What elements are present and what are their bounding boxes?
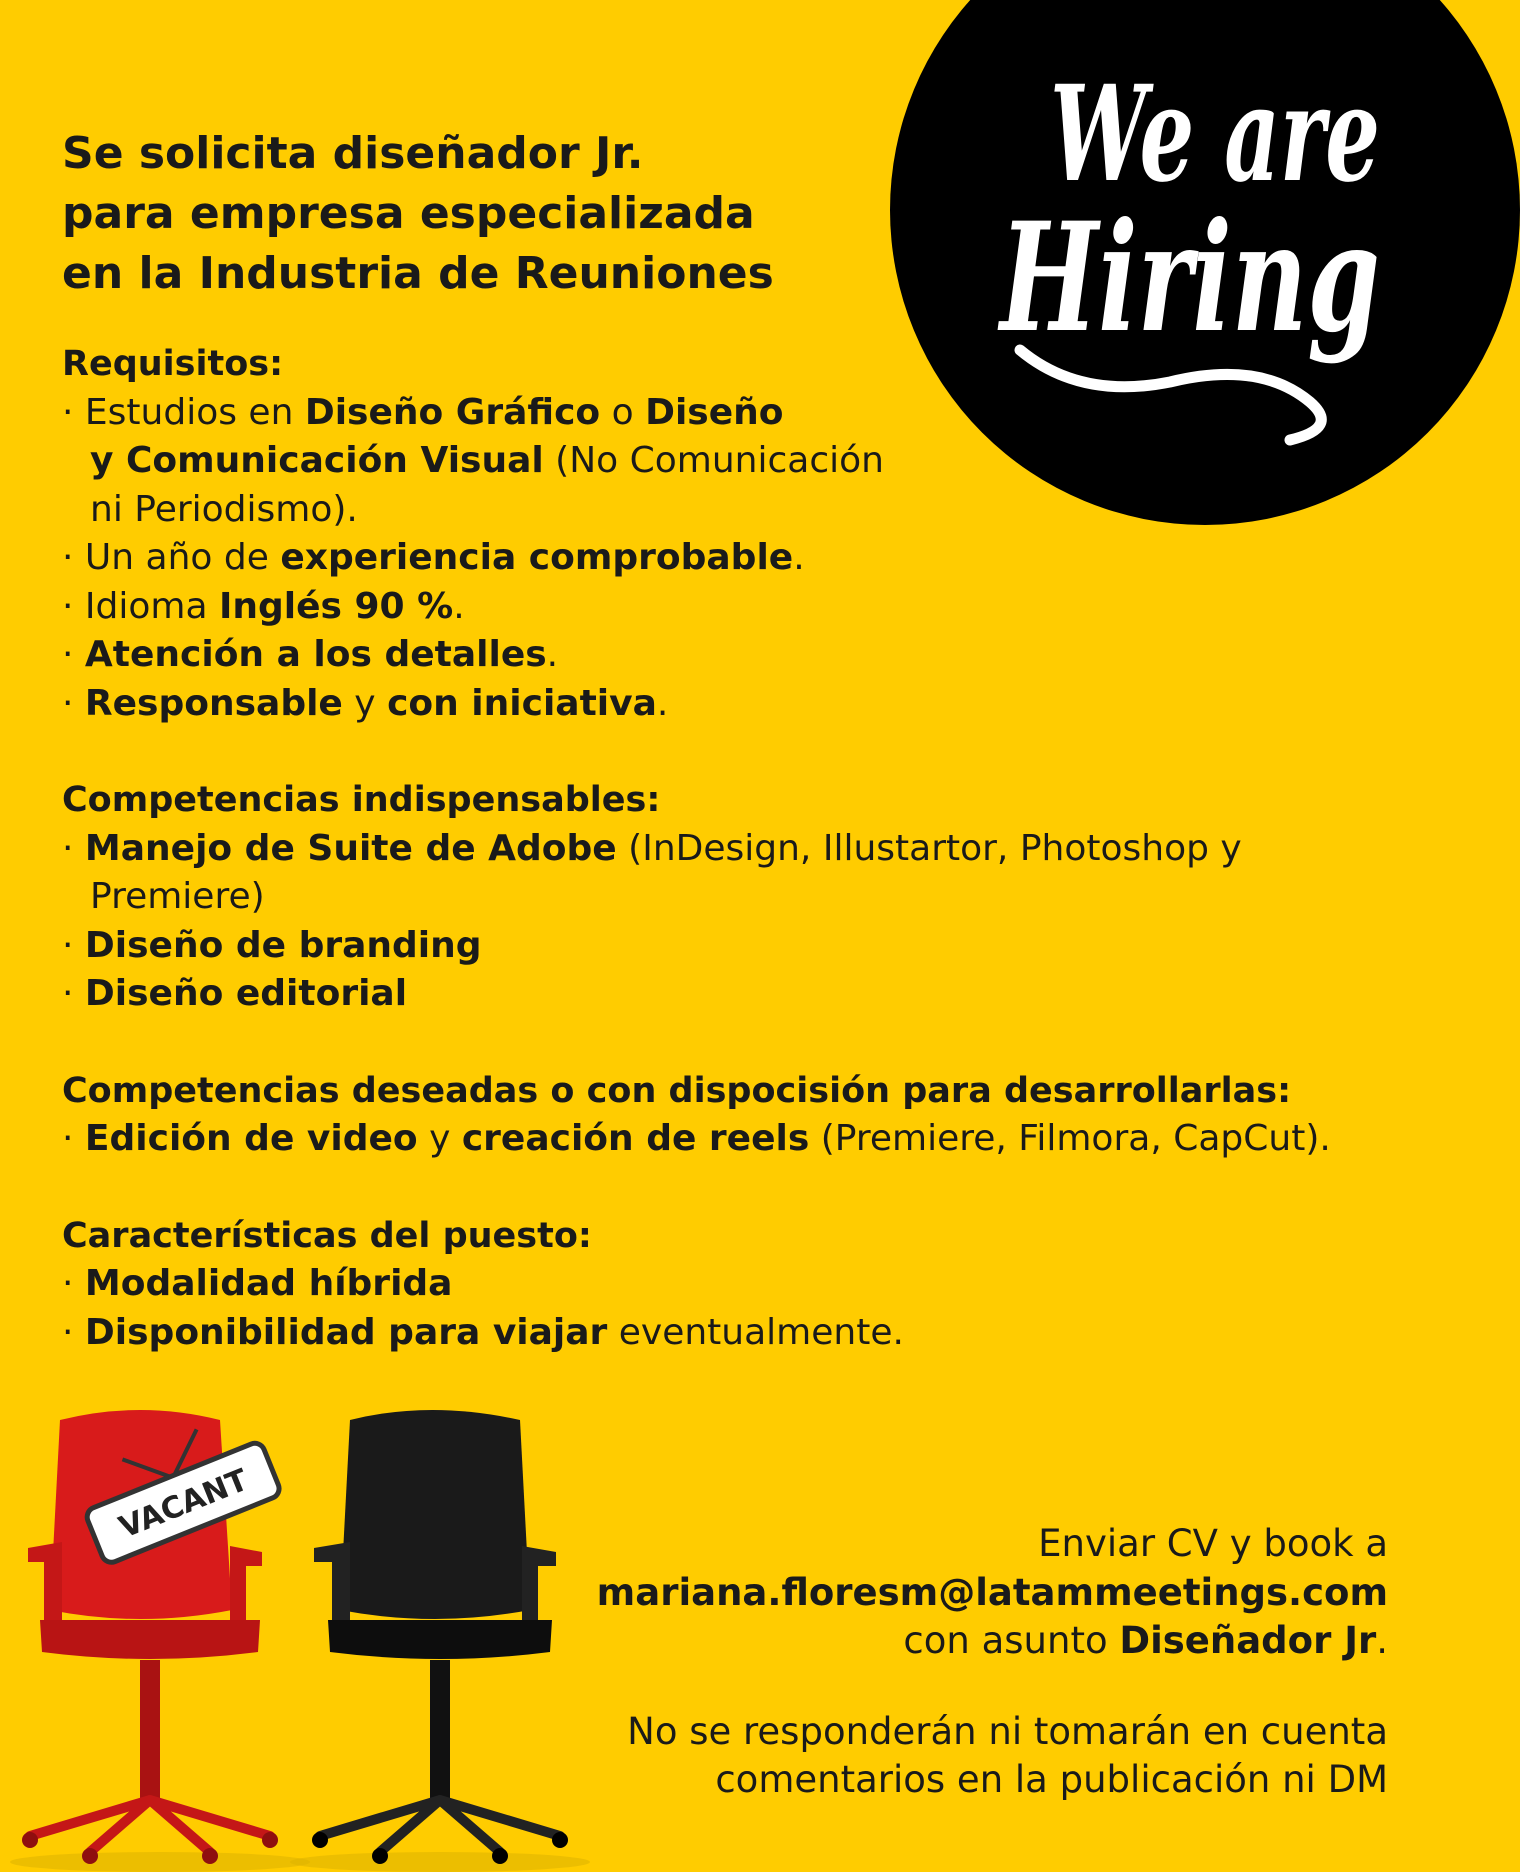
requisito-bold: Diseño Gráfico [304,391,601,433]
competencia-text: (Premiere, Filmora, CapCut). [809,1118,1331,1159]
requisito-continuation [62,437,1402,486]
vacant-text: VACANT [114,1462,253,1546]
requisito-text: . [453,585,465,627]
headline [62,124,922,304]
competencias-deseadas-title: Competencias deseadas o con dispocisión para desarrollarlas: [62,1070,1292,1111]
subject-value: Diseñador Jr [1119,1619,1377,1662]
caracteristica-modalidad [62,1260,1402,1309]
competencia-editorial [62,970,1402,1019]
caracteristica-viajar [62,1309,1402,1358]
headline-line-2: para empresa especializada [62,188,755,239]
caracteristica-bold: Modalidad híbrida [84,1263,453,1304]
bullet: · [62,1263,74,1304]
requisito-bold: Atención a los detalles [84,634,547,675]
requisito-bold: y Comunicación Visual [90,440,544,481]
requisito-text: Un año de [84,537,281,578]
bullet: · [62,1118,74,1159]
competencia-bold: creación de reels [461,1118,810,1159]
requisitos-title: Requisitos: [62,344,284,384]
requisito-idioma [62,583,1402,632]
requisito-text: (No Comunicación [543,440,884,481]
contact-note-2: comentarios en la publicación ni DM [715,1758,1388,1801]
bullet: · [62,973,74,1014]
competencia-bold: Diseño editorial [84,973,408,1014]
competencia-bold: Diseño de branding [84,924,482,966]
bullet: · [62,537,74,578]
hiring-text: Hiring [997,190,1380,366]
requisito-responsable [62,680,1402,729]
competencia-text: (InDesign, Illustartor, Photoshop y [616,827,1242,869]
competencia-text: y [417,1118,462,1159]
requisito-text: Estudios en [84,391,305,433]
contact-intro: Enviar CV y book a [1038,1522,1388,1565]
competencia-branding [62,922,1402,971]
contact-info [528,1520,1388,1805]
requisito-text: . [793,537,805,578]
requisito-text: y [342,682,388,724]
requisito-continuation: ni Periodismo). [90,488,358,530]
requisito-bold: experiencia comprobable [280,537,794,578]
bullet: · [62,585,74,627]
bullet: · [62,924,74,966]
bullet: · [62,682,74,724]
requisito-estudios [62,389,1402,535]
requisito-text: . [546,634,559,675]
subject-period: . [1376,1619,1388,1662]
caracteristica-text: eventualmente. [607,1311,904,1353]
bullet: · [62,1311,74,1353]
we-are-text: We are [1050,57,1380,212]
caracteristica-bold: Disponibilidad para viajar [84,1311,608,1353]
contact-subject [528,1617,1388,1666]
caracteristicas-title: Características del puesto: [62,1215,592,1256]
competencia-continuation: Premiere) [90,876,265,917]
requisito-text: o [600,391,646,433]
requisito-bold: Diseño [645,391,784,433]
subject-prefix: con asunto [903,1619,1120,1662]
requisito-atencion [62,631,1402,680]
competencias-indispensables-title: Competencias indispensables: [62,780,661,820]
chairs-illustration [0,1390,620,1872]
contact-note-1: No se responderán ni tomarán en cuenta [627,1709,1388,1753]
competencia-bold: Edición de video [84,1118,418,1159]
requisito-bold: con iniciativa [387,682,657,724]
bullet: · [62,827,74,869]
requisito-experiencia [62,534,1402,583]
requisito-bold: Inglés 90 % [218,585,454,627]
competencia-bold: Manejo de Suite de Adobe [84,827,617,869]
requisito-bold: Responsable [84,682,343,724]
bullet: · [62,391,74,433]
competencia-adobe [62,825,1402,922]
job-details [62,340,1402,1357]
competencia-video [62,1115,1402,1164]
requisito-text: Idioma [84,585,219,627]
headline-line-1: Se solicita diseñador Jr. [62,128,644,179]
contact-email: mariana.floresm@latammeetings.com [596,1570,1388,1614]
requisito-text: . [656,682,669,724]
headline-line-3: en la Industria de Reuniones [62,248,774,299]
bullet: · [62,634,74,675]
